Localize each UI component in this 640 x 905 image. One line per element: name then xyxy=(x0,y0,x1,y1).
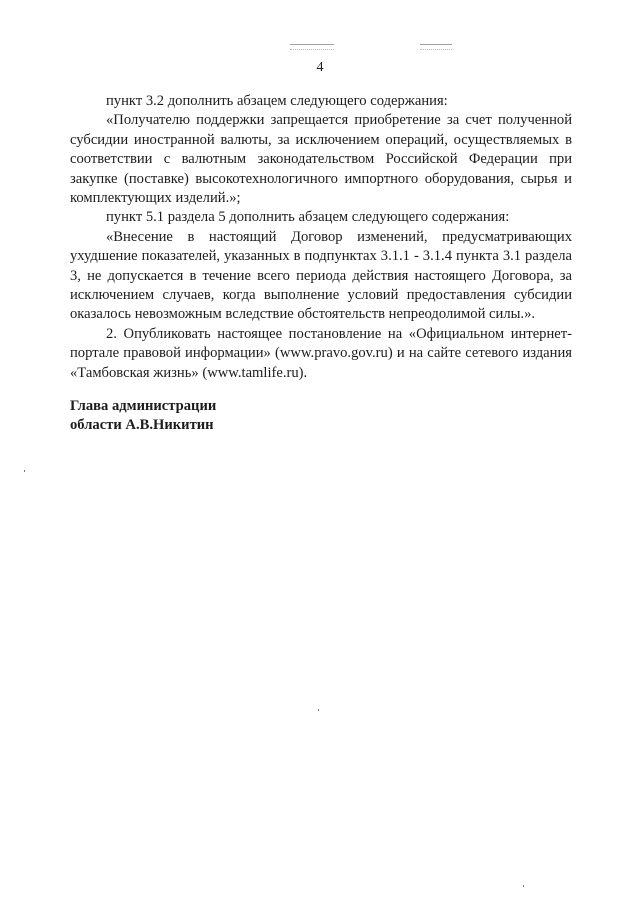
signature-block xyxy=(70,397,270,435)
paragraph-publication: 2. Опубликовать настоящее постановление на «Официальном интернет-портале правовой информации» (www.pravo.gov.ru) и на сайте сетевого издания «Тамбовская жизнь» (www.tamlife.ru). xyxy=(70,325,572,381)
paragraph-clause-5-1-intro: пункт 5.1 раздела 5 дополнить абзацем следующего содержания: xyxy=(106,209,510,226)
header-scan-mark-left xyxy=(290,44,334,50)
header-scan-mark-right xyxy=(420,44,452,50)
paragraph-clause-5-1-text: «Внесение в настоящий Договор изменений, предусматривающих ухудшение показателей, указанных в подпунктах 3.1.1 - 3.1.4 пункта 3.1 раздела 3, не допускается в течение всего периода действия настоящего Договора, за исключением случаев, когда выполнение условий предоставления субсидии оказалось невозможным вследствие обстоятельств непреодолимой силы.». xyxy=(70,228,572,323)
scan-speck xyxy=(523,885,524,887)
scan-speck xyxy=(318,709,319,711)
paragraph-clause-3-2-intro: пункт 3.2 дополнить абзацем следующего содержания: xyxy=(106,93,448,109)
signature-name: области А.В.Никитин xyxy=(70,417,214,433)
paragraph-clause-3-2-text: «Получателю поддержки запрещается приобретение за счет полученной субсидии иностранной валюты, за исключением операций, осуществляемых в соответствии с валютным законодательством Российской Федерации при закупке (поставке) высокотехнологичного импортного оборудования, сырья и комплектующих изделий.»; xyxy=(70,112,572,207)
scan-speck xyxy=(24,470,25,472)
document-body xyxy=(70,92,572,383)
page-number: 4 xyxy=(316,60,324,75)
signature-position: Глава администрации xyxy=(70,398,217,414)
